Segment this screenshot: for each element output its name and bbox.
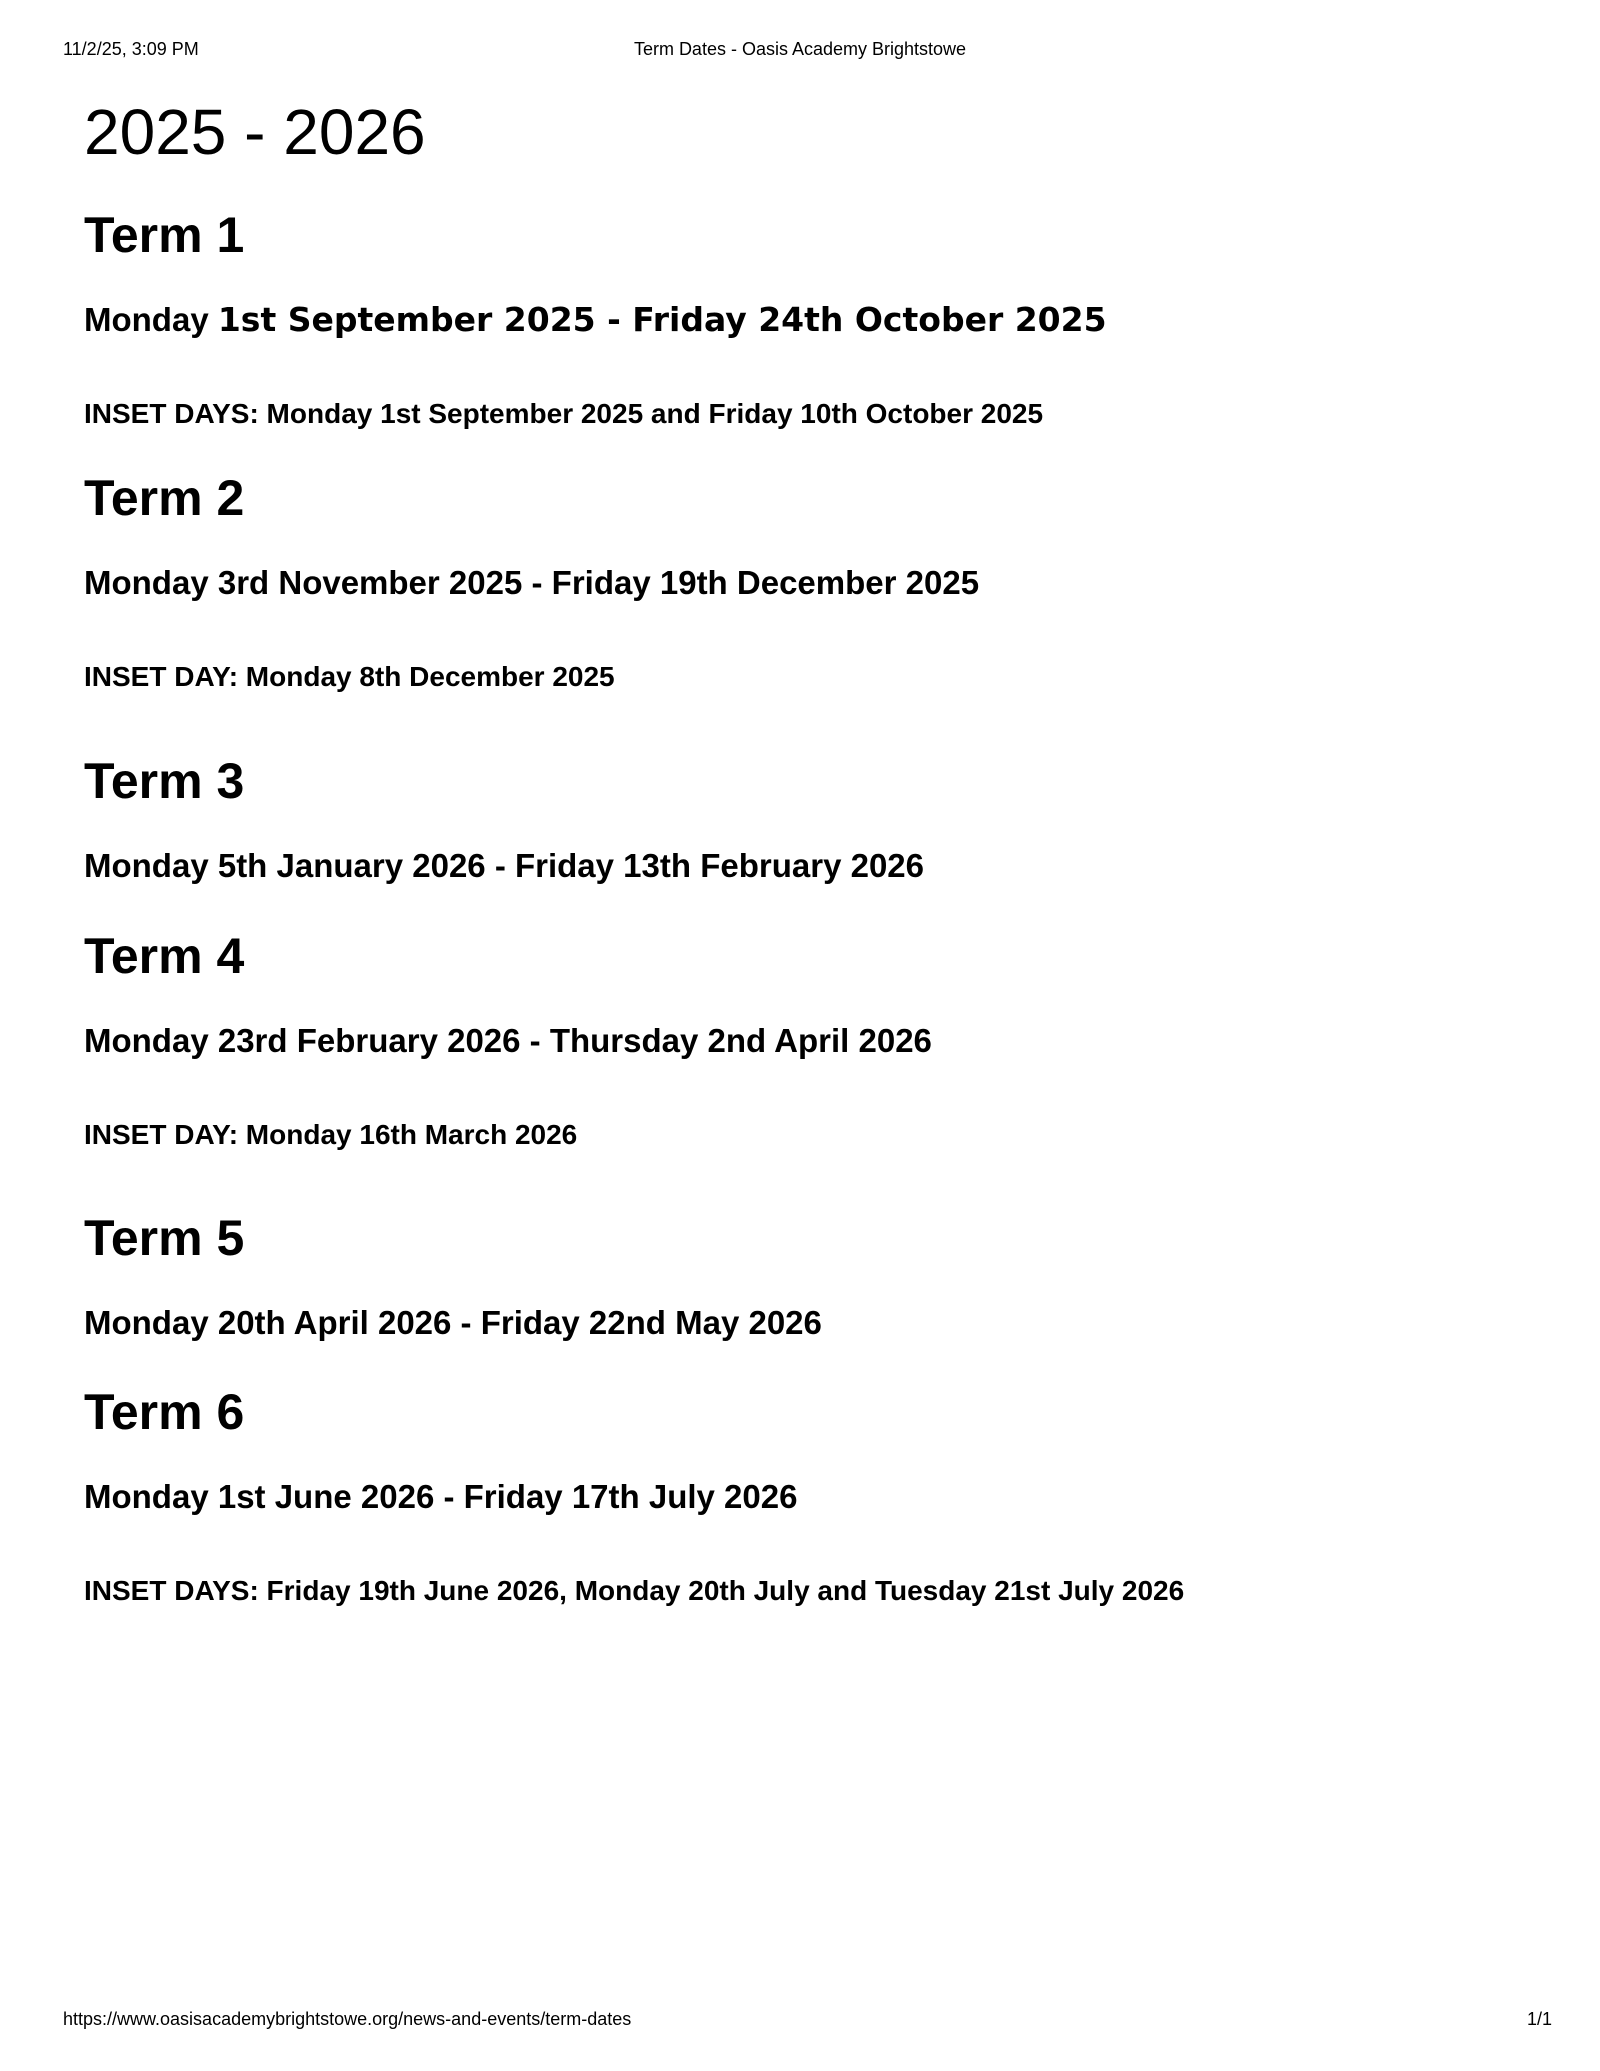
term-section <box>84 470 1540 692</box>
term-inset-days: INSET DAY: Monday 16th March 2026 <box>84 1119 578 1150</box>
print-footer-url: https://www.oasisacademybrightstowe.org/news-and-events/term-dates <box>63 2009 632 2029</box>
term-heading: Term 5 <box>84 1210 245 1266</box>
term-heading: Term 2 <box>84 470 245 526</box>
term-section <box>84 928 1540 1150</box>
term-date-range <box>84 849 1540 882</box>
term-heading: Term 1 <box>84 207 245 263</box>
term-section <box>84 207 1540 429</box>
term-date-part: Monday 5th January 2026 - Friday 13th February 2026 <box>84 847 925 884</box>
term-date-part: Monday 23rd February 2026 - Thursday 2nd April 2026 <box>84 1022 932 1059</box>
term-inset-days: INSET DAYS: Friday 19th June 2026, Monday 20th July and Tuesday 21st July 2026 <box>84 1575 1185 1606</box>
print-footer-page-indicator: 1/1 <box>1526 2009 1552 2029</box>
term-date-part: Monday 1st June 2026 - Friday 17th July 2026 <box>84 1478 798 1515</box>
term-heading: Term 6 <box>84 1384 245 1440</box>
page-title: 2025 - 2026 <box>84 96 426 168</box>
term-heading: Term 4 <box>84 928 245 984</box>
term-date-range <box>84 1480 1540 1513</box>
term-section <box>84 1210 1540 1341</box>
term-date-range <box>84 1306 1540 1339</box>
term-date-range <box>84 1024 1540 1057</box>
term-date-range <box>84 566 1540 599</box>
term-date-part: Monday 3rd November 2025 - Friday 19th December 2025 <box>84 564 980 601</box>
term-section <box>84 1384 1540 1606</box>
term-date-range <box>84 300 1540 339</box>
print-header-datetime: 11/2/25, 3:09 PM <box>63 39 199 59</box>
print-header-title: Term Dates - Oasis Academy Brightstowe <box>633 39 967 59</box>
term-heading: Term 3 <box>84 753 245 809</box>
term-date-part: Monday <box>84 301 218 338</box>
term-date-part: 1st September 2025 - Friday 24th October 2025 <box>217 300 1107 339</box>
term-inset-days: INSET DAY: Monday 8th December 2025 <box>84 661 615 692</box>
term-inset-days: INSET DAYS: Monday 1st September 2025 and Friday 10th October 2025 <box>84 398 1044 429</box>
term-date-part: Monday 20th April 2026 - Friday 22nd May 2026 <box>84 1304 822 1341</box>
term-section <box>84 753 1540 884</box>
